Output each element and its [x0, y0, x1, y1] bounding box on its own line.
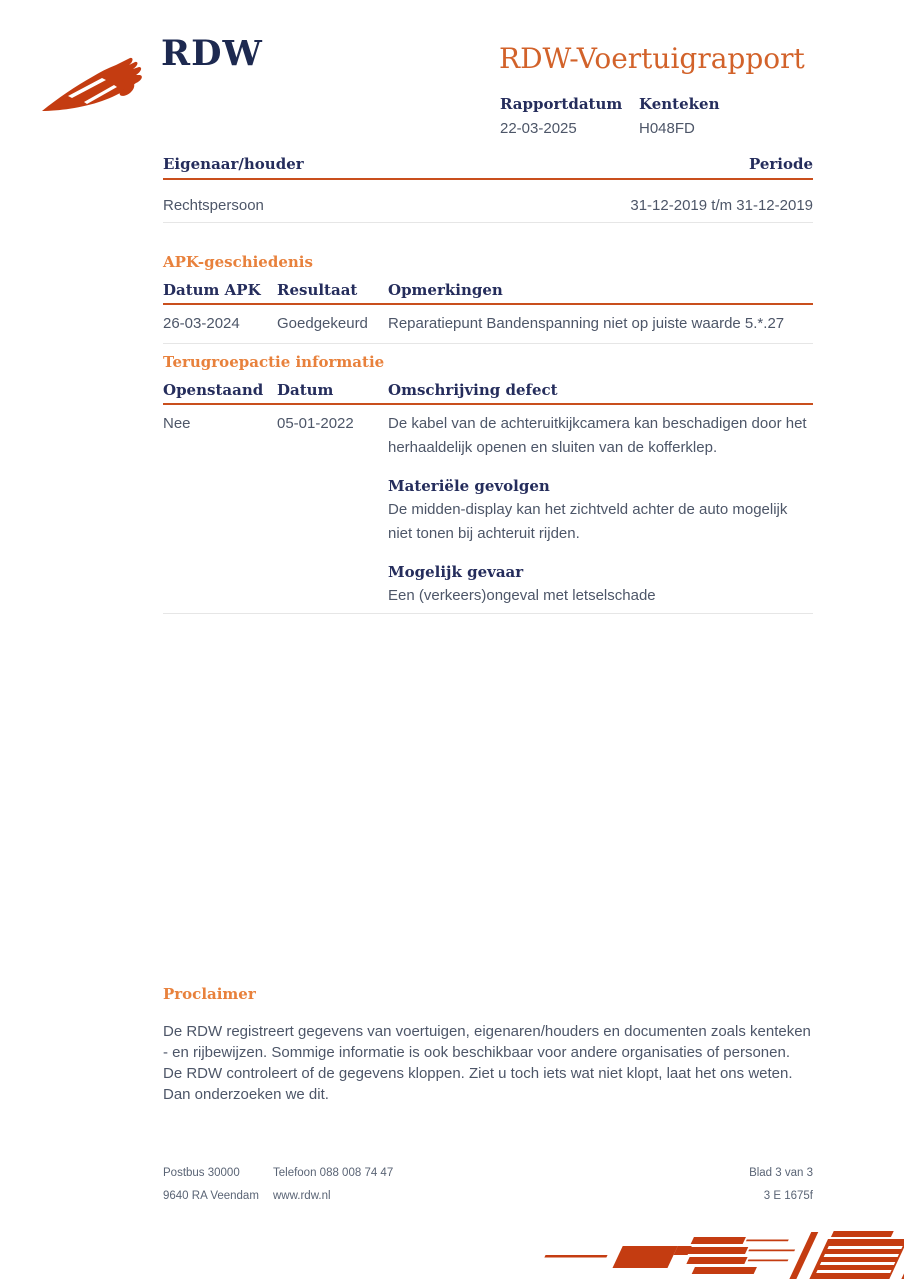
rapportdatum-value: 22-03-2025	[500, 120, 577, 137]
recall-info-section	[163, 353, 813, 614]
apk-col-datum: Datum APK	[163, 281, 261, 299]
recall-row-datum: 05-01-2022	[277, 415, 354, 432]
period-section-header: Periode	[748, 155, 813, 173]
apk-table-header	[163, 281, 813, 299]
page-footer	[163, 1167, 813, 1213]
material-consequences-label: Materiële gevolgen	[388, 477, 550, 495]
recall-col-openstaand: Openstaand	[163, 381, 264, 399]
apk-history-section	[163, 253, 813, 344]
owner-period-section	[163, 155, 813, 223]
kenteken-label: Kenteken	[639, 95, 720, 113]
recall-description-column	[388, 412, 812, 608]
rdw-logo-text: RDW	[161, 33, 263, 74]
gray-divider	[163, 613, 813, 614]
recall-table-header	[163, 381, 813, 399]
orange-divider	[163, 303, 813, 305]
recall-col-datum: Datum	[277, 381, 334, 399]
apk-col-resultaat: Resultaat	[277, 281, 358, 299]
footer-doc-code: 3 E 1675f	[763, 1190, 813, 1202]
recall-section-heading: Terugroepactie informatie	[163, 353, 385, 371]
footer-telefoon: Telefoon 088 008 74 47	[273, 1167, 394, 1179]
footer-page-number: Blad 3 van 3	[749, 1167, 813, 1179]
speed-stripes-graphic	[515, 1224, 904, 1280]
owner-value: Rechtspersoon	[163, 197, 264, 214]
gray-divider	[163, 222, 813, 223]
period-value: 31-12-2019 t/m 31-12-2019	[630, 197, 813, 214]
rapportdatum-block	[500, 95, 622, 137]
possible-danger-block	[388, 562, 812, 608]
owner-section-header: Eigenaar/houder	[163, 155, 304, 173]
recall-defect-text: De kabel van de achteruitkijkcamera kan beschadigen door het herhaaldelijk openen en sluiten van de kofferklep.	[388, 415, 807, 456]
rdw-feather-logo-icon	[40, 54, 152, 114]
kenteken-block	[639, 95, 719, 137]
kenteken-value: H048FD	[639, 120, 695, 137]
footer-postbus: Postbus 30000	[163, 1167, 240, 1179]
possible-danger-text: Een (verkeers)ongeval met letselschade	[388, 587, 656, 604]
footer-city: 9640 RA Veendam	[163, 1190, 259, 1202]
apk-row-resultaat: Goedgekeurd	[277, 315, 368, 332]
recall-table-row	[163, 412, 813, 608]
apk-table-row	[163, 312, 813, 336]
page-title: RDW-Voertuigrapport	[499, 42, 805, 75]
recall-col-omschrijving: Omschrijving defect	[388, 381, 558, 399]
gray-divider	[163, 343, 813, 344]
recall-row-openstaand: Nee	[163, 415, 191, 432]
orange-divider	[163, 403, 813, 405]
proclaimer-heading: Proclaimer	[163, 985, 256, 1003]
footer-website: www.rdw.nl	[273, 1190, 331, 1202]
material-consequences-text: De midden-display kan het zichtveld achter de auto mogelijk niet tonen bij achteruit rijden.	[388, 501, 788, 542]
apk-section-heading: APK-geschiedenis	[163, 253, 313, 271]
apk-row-opmerkingen: Reparatiepunt Bandenspanning niet op juiste waarde 5.*.27	[388, 315, 785, 332]
material-consequences-block	[388, 476, 812, 546]
apk-row-datum: 26-03-2024	[163, 315, 240, 332]
possible-danger-label: Mogelijk gevaar	[388, 563, 524, 581]
apk-col-opmerkingen: Opmerkingen	[388, 281, 503, 299]
proclaimer-section	[163, 985, 813, 1105]
orange-divider	[163, 178, 813, 180]
rapportdatum-label: Rapportdatum	[500, 95, 623, 113]
proclaimer-text: De RDW registreert gegevens van voertuigen, eigenaren/houders en documenten zoals kenteken - en rijbewijzen. Sommige informatie is ook beschikbaar voor andere organisaties of personen. De RDW controleert of de gegevens kloppen. Ziet u toch iets wat niet klopt, laat het ons weten. Dan onderzoeken we dit.	[163, 1023, 811, 1103]
